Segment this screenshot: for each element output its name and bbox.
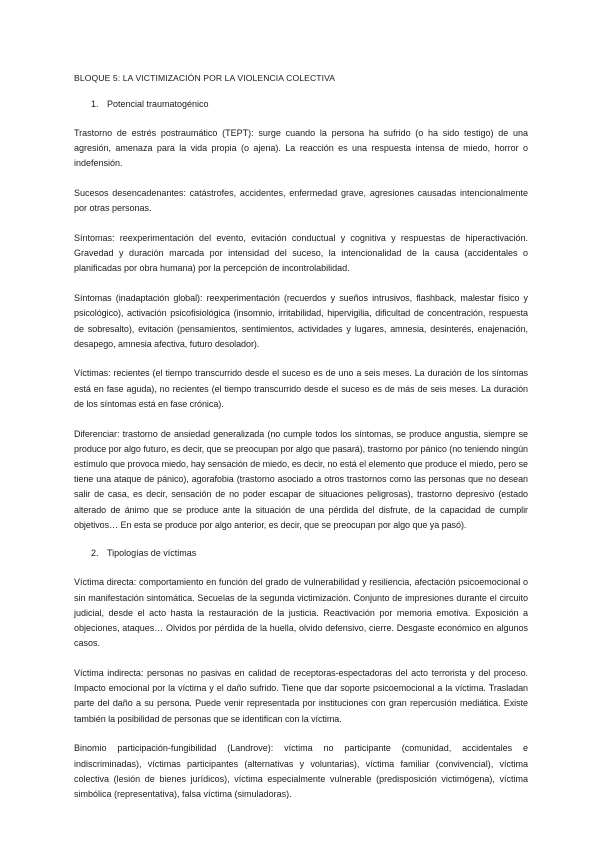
paragraph-diferenciar: Diferenciar: trastorno de ansiedad generalizada (no cumple todos los síntomas, se produce angustia, siempre se produce por algo futuro, es decir, que se preocupan por algo que pasará), trastorno por pánico (no teniendo ningún estímulo que provoca miedo, hay sensación de miedo, es decir, no está el elemento que produce el miedo, pero se tiene una ataque de pánico), agorafobia (trastorno asociado a otros trastornos como las personas que no desean salir de casa, es decir, sensación de no poder escapar de situaciones peligrosas), trastorno depresivo (estado alterado de ánimo que se produce ante la situación de una pérdida del disfrute, de la capacidad de cumplir objetivos… En esta se produce por algo anterior, es decir, que se preocupan por algo que ya pasó). (74, 428, 528, 530)
document-title: BLOQUE 5: LA VICTIMIZACIÓN POR LA VIOLENCIA COLECTIVA (74, 73, 336, 83)
paragraph-victima-directa: Víctima directa: comportamiento en función del grado de vulnerabilidad y resiliencia, afectación psicoemocional o sin manifestación sintomática. Secuelas de la segunda victimización. Conjunto de impresiones durante el circuito judicial, desde el acto hasta la restauración de la justicia. Reactivación por memoria emotiva. Exposición a objeciones, ataques… Olvidos por pérdida de la huella, olvido defensivo, cierre. Desgaste económico en algunos casos. (74, 577, 528, 649)
paragraph-tept: Trastorno de estrés postraumático (TEPT): surge cuando la persona ha sufrido (o ha sido testigo) de una agresión, amenaza para la vida propia (o ajena). La reacción es una respuesta intensa de miedo, horror o indefensión. (74, 128, 528, 169)
section-number: 1. (91, 99, 99, 109)
section-title: Potencial traumatogénico (107, 99, 209, 109)
paragraph-sucesos: Sucesos desencadenantes: catástrofes, accidentes, enfermedad grave, agresiones causadas intencionalmente por otras personas. (74, 188, 528, 214)
section-title: Tipologías de víctimas (107, 548, 197, 559)
paragraph-sintomas: Síntomas: reexperimentación del evento, evitación conductual y cognitiva y respuestas de hiperactivación. Gravedad y duración marcada por intensidad del suceso, la intencionalidad de la causa (accidentales o planificadas por obra humana) por la percepción de incontrolabilidad. (74, 233, 528, 274)
paragraph-victimas: Víctimas: recientes (el tiempo transcurrido desde el suceso es de uno a seis meses. La duración de los síntomas está en fase aguda), no recientes (el tiempo transcurrido desde el suceso es de más de seis meses. La duración de los síntomas está en fase crónica). (74, 368, 528, 409)
paragraph-victima-indirecta: Víctima indirecta: personas no pasivas en calidad de receptoras-espectadoras del acto terrorista y del proceso. Impacto emocional por la víctima y el daño sufrido. Tiene que dar soporte psicoemocional a la víctima. Trasladan parte del daño a su persona. Puede venir representada por instituciones con gran repercusión mediática. Existe también la posibilidad de personas que se identifican con la víctima. (74, 667, 528, 724)
section-number: 2. (91, 548, 99, 559)
section-heading (74, 547, 528, 559)
section-heading (74, 98, 528, 110)
paragraph-binomio: Binomio participación-fungibilidad (Landrove): víctima no participante (comunidad, accidentales e indiscriminadas), víctimas participantes (alternativas y voluntarias), víctima familiar (convivencial), víctima colectiva (lesión de bienes jurídicos), víctima especialmente vulnerable (predisposición victimógena), víctima simbólica (representativa), falsa víctima (simuladoras). (74, 743, 528, 799)
paragraph-sintomas-inadaptacion: Síntomas (inadaptación global): reexperimentación (recuerdos y sueños intrusivos, flashback, malestar físico y psicológico), activación psicofisiológica (insomnio, irritabilidad, hipervigilia, dificultad de concentración, respuesta de sobresalto), evitación (pensamientos, sentimientos, actividades y lugares, amnesia, desinterés, enajenación, desapego, amnesia afectiva, futuro desolador). (74, 293, 528, 349)
